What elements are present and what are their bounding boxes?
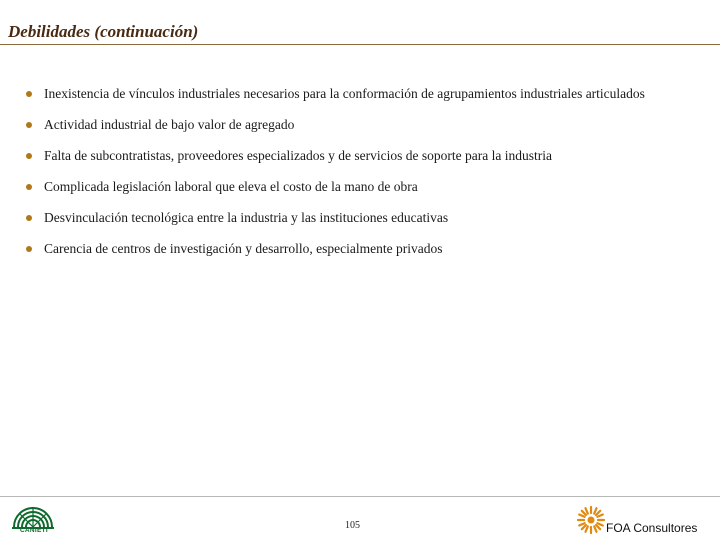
foa-sunburst-icon [576, 505, 606, 535]
bullet-text: Falta de subcontratistas, proveedores especializados y de servicios de soporte para la industria [44, 148, 552, 163]
bullet-dot-icon [26, 91, 32, 97]
bullet-text: Carencia de centros de investigación y desarrollo, especialmente privados [44, 241, 443, 256]
title-divider [0, 44, 720, 45]
bullet-dot-icon [26, 184, 32, 190]
bullet-item [26, 208, 706, 227]
bullet-item [26, 177, 706, 196]
bullet-dot-icon [26, 153, 32, 159]
page-number: 105 [345, 520, 360, 531]
bullet-item [26, 146, 706, 165]
bullet-text: Actividad industrial de bajo valor de agregado [44, 117, 295, 132]
slide-title: Debilidades (continuación) [8, 22, 199, 41]
bullet-text: Complicada legislación laboral que eleva el costo de la mano de obra [44, 179, 418, 194]
bullet-dot-icon [26, 122, 32, 128]
bullet-text: Inexistencia de vínculos industriales necesarios para la conformación de agrupamientos industriales articulados [44, 86, 645, 101]
bullet-text: Desvinculación tecnológica entre la industria y las instituciones educativas [44, 210, 449, 225]
footer-divider [0, 496, 720, 497]
company-name: FOA Consultores [606, 521, 698, 535]
canieti-logo-text: CANIETI [19, 527, 49, 534]
bullet-dot-icon [26, 215, 32, 221]
bullet-item [26, 84, 706, 103]
bullet-item [26, 239, 706, 258]
bullet-list [26, 84, 706, 258]
bullet-item [26, 115, 706, 134]
bullet-dot-icon [26, 246, 32, 252]
